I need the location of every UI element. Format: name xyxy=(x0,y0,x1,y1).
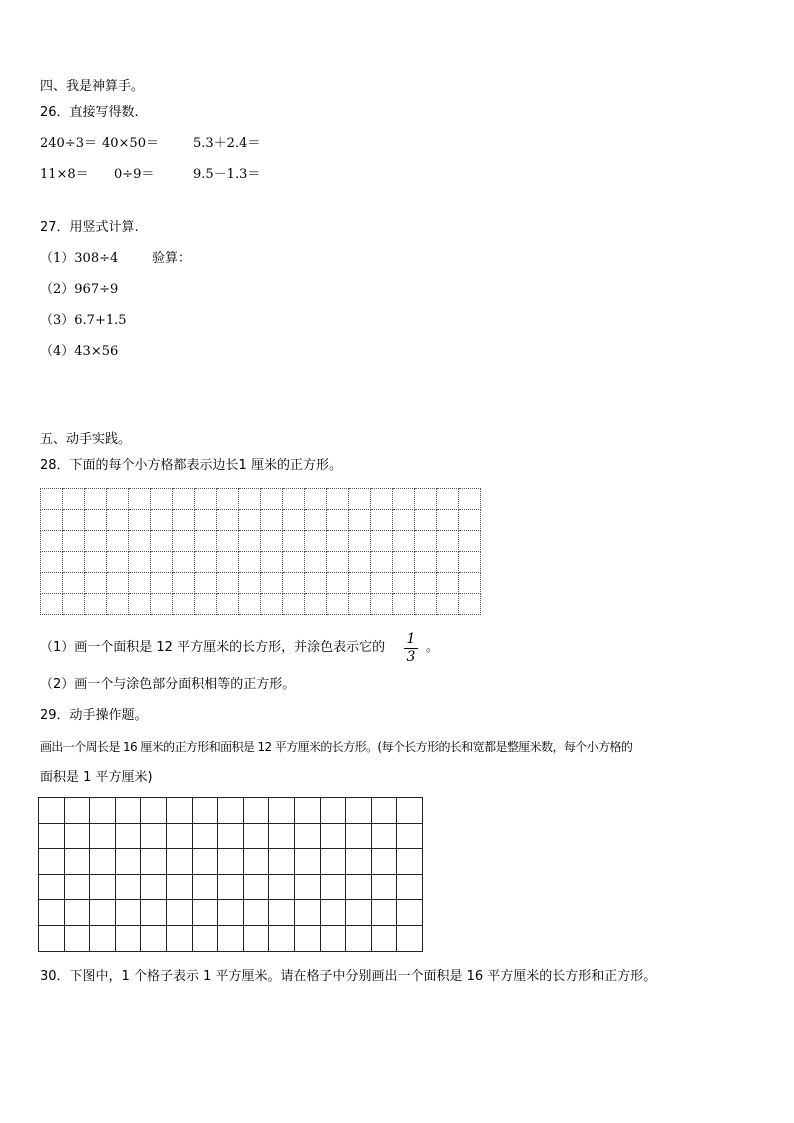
grid-cell xyxy=(327,552,349,573)
grid-row xyxy=(39,823,423,849)
grid-cell xyxy=(107,489,129,510)
grid-cell xyxy=(261,510,283,531)
q27-item-4: （4）43×56 xyxy=(40,344,119,359)
grid-cell xyxy=(459,573,481,594)
grid-cell xyxy=(115,798,141,824)
grid-cell xyxy=(192,900,218,926)
grid-cell xyxy=(269,925,295,951)
grid-row xyxy=(39,925,423,951)
grid-cell xyxy=(39,849,65,875)
q29-title: 29．动手操作题。 xyxy=(40,708,148,723)
grid-cell xyxy=(90,849,116,875)
grid-cell xyxy=(397,874,423,900)
q28-part1-end: 。 xyxy=(426,640,440,655)
grid-cell xyxy=(327,510,349,531)
grid-cell xyxy=(283,531,305,552)
q27-item-1: （1）308÷4 xyxy=(40,251,119,266)
grid-cell xyxy=(269,798,295,824)
q29-text-line2: 面积是 1 平方厘米) xyxy=(40,770,153,785)
grid-cell xyxy=(218,849,244,875)
grid-cell xyxy=(195,594,217,615)
grid-cell xyxy=(107,531,129,552)
grid-cell xyxy=(327,531,349,552)
grid-cell xyxy=(239,594,261,615)
grid-cell xyxy=(327,489,349,510)
grid-cell xyxy=(397,925,423,951)
grid-cell xyxy=(283,573,305,594)
grid-cell xyxy=(261,594,283,615)
grid-cell xyxy=(64,925,90,951)
grid-cell xyxy=(141,849,167,875)
grid-cell xyxy=(39,925,65,951)
grid-cell xyxy=(129,489,151,510)
grid-cell xyxy=(243,925,269,951)
grid-cell xyxy=(141,874,167,900)
grid-cell xyxy=(346,874,372,900)
grid-cell xyxy=(371,900,397,926)
grid-cell xyxy=(283,552,305,573)
grid-cell xyxy=(217,573,239,594)
grid-cell xyxy=(41,552,63,573)
grid-cell xyxy=(393,594,415,615)
grid-cell xyxy=(243,798,269,824)
grid-cell xyxy=(173,510,195,531)
grid-cell xyxy=(305,594,327,615)
grid-cell xyxy=(85,594,107,615)
grid-cell xyxy=(320,925,346,951)
grid-cell xyxy=(141,925,167,951)
q26-item-6: 9.5－1.3＝ xyxy=(193,167,261,182)
grid-cell xyxy=(393,552,415,573)
grid-cell xyxy=(415,531,437,552)
grid-row xyxy=(39,900,423,926)
grid-cell xyxy=(64,849,90,875)
grid-cell xyxy=(166,849,192,875)
grid-cell xyxy=(64,874,90,900)
grid-cell xyxy=(64,823,90,849)
grid-cell xyxy=(115,900,141,926)
grid-cell xyxy=(261,531,283,552)
grid-cell xyxy=(129,594,151,615)
grid-row xyxy=(39,798,423,824)
grid-cell xyxy=(85,552,107,573)
grid-cell xyxy=(269,823,295,849)
grid-cell xyxy=(151,510,173,531)
q27-item-3: （3）6.7+1.5 xyxy=(40,313,127,328)
grid-cell xyxy=(327,594,349,615)
grid-cell xyxy=(294,798,320,824)
grid-cell xyxy=(346,823,372,849)
grid-cell xyxy=(346,849,372,875)
grid-cell xyxy=(397,849,423,875)
grid-cell xyxy=(141,900,167,926)
grid-row xyxy=(41,573,481,594)
grid-cell xyxy=(39,874,65,900)
grid-cell xyxy=(371,925,397,951)
grid-cell xyxy=(63,510,85,531)
grid-cell xyxy=(415,594,437,615)
grid-cell xyxy=(217,531,239,552)
grid-cell xyxy=(349,573,371,594)
grid-cell xyxy=(192,823,218,849)
grid-cell xyxy=(371,531,393,552)
grid-cell xyxy=(90,900,116,926)
grid-cell xyxy=(115,849,141,875)
grid-cell xyxy=(173,573,195,594)
grid-cell xyxy=(349,489,371,510)
grid-cell xyxy=(151,552,173,573)
grid-cell xyxy=(41,573,63,594)
grid-cell xyxy=(63,552,85,573)
q27-title: 27．用竖式计算. xyxy=(40,220,139,235)
grid-cell xyxy=(192,849,218,875)
grid-cell xyxy=(415,510,437,531)
grid-cell xyxy=(90,823,116,849)
grid-cell xyxy=(39,823,65,849)
grid-cell xyxy=(261,552,283,573)
section5-heading: 五、动手实践。 xyxy=(40,432,132,447)
grid-cell xyxy=(166,823,192,849)
grid-cell xyxy=(269,900,295,926)
grid-cell xyxy=(393,573,415,594)
grid-cell xyxy=(129,573,151,594)
q28-fraction xyxy=(404,632,418,665)
grid-cell xyxy=(107,552,129,573)
grid-cell xyxy=(371,510,393,531)
grid-cell xyxy=(305,552,327,573)
grid-cell xyxy=(349,594,371,615)
grid-cell xyxy=(107,594,129,615)
grid-cell xyxy=(294,849,320,875)
grid-cell xyxy=(239,510,261,531)
grid-cell xyxy=(437,531,459,552)
grid-cell xyxy=(305,531,327,552)
grid-cell xyxy=(320,849,346,875)
grid-cell xyxy=(243,849,269,875)
grid-cell xyxy=(141,823,167,849)
grid-cell xyxy=(141,798,167,824)
grid-cell xyxy=(349,531,371,552)
grid-cell xyxy=(459,489,481,510)
q26-item-3: 5.3＋2.4＝ xyxy=(193,136,261,151)
q29-solid-grid xyxy=(38,797,423,952)
grid-cell xyxy=(195,510,217,531)
grid-cell xyxy=(85,489,107,510)
grid-cell xyxy=(63,489,85,510)
q28-dotted-grid xyxy=(40,488,481,615)
grid-cell xyxy=(115,925,141,951)
grid-cell xyxy=(346,925,372,951)
grid-cell xyxy=(437,594,459,615)
grid-cell xyxy=(346,900,372,926)
grid-cell xyxy=(151,573,173,594)
grid-row xyxy=(39,849,423,875)
grid-cell xyxy=(397,798,423,824)
grid-cell xyxy=(243,823,269,849)
grid-cell xyxy=(320,900,346,926)
grid-cell xyxy=(305,510,327,531)
grid-cell xyxy=(305,573,327,594)
grid-cell xyxy=(371,594,393,615)
grid-cell xyxy=(166,900,192,926)
grid-cell xyxy=(393,531,415,552)
grid-cell xyxy=(320,874,346,900)
q28-title: 28．下面的每个小方格都表示边长1 厘米的正方形。 xyxy=(40,458,342,473)
grid-cell xyxy=(195,573,217,594)
grid-cell xyxy=(90,874,116,900)
grid-cell xyxy=(294,925,320,951)
grid-cell xyxy=(371,552,393,573)
grid-cell xyxy=(283,594,305,615)
grid-cell xyxy=(243,900,269,926)
grid-cell xyxy=(218,900,244,926)
grid-row xyxy=(41,552,481,573)
grid-cell xyxy=(192,874,218,900)
grid-cell xyxy=(85,531,107,552)
grid-cell xyxy=(239,573,261,594)
grid-cell xyxy=(415,552,437,573)
grid-cell xyxy=(90,798,116,824)
grid-cell xyxy=(151,594,173,615)
grid-cell xyxy=(85,573,107,594)
grid-cell xyxy=(173,531,195,552)
grid-cell xyxy=(371,874,397,900)
grid-cell xyxy=(393,489,415,510)
grid-row xyxy=(41,489,481,510)
grid-cell xyxy=(166,874,192,900)
grid-cell xyxy=(327,573,349,594)
grid-cell xyxy=(283,510,305,531)
q26-item-4: 11×8＝ xyxy=(40,167,89,182)
grid-cell xyxy=(217,510,239,531)
grid-cell xyxy=(294,874,320,900)
grid-cell xyxy=(393,510,415,531)
grid-cell xyxy=(261,489,283,510)
grid-cell xyxy=(166,798,192,824)
grid-cell xyxy=(415,489,437,510)
section4-heading: 四、我是神算手。 xyxy=(40,79,145,94)
q27-check-label: 验算： xyxy=(152,251,192,266)
grid-cell xyxy=(129,510,151,531)
grid-cell xyxy=(63,594,85,615)
q28-part2: （2）画一个与涂色部分面积相等的正方形。 xyxy=(40,677,296,692)
grid-row xyxy=(39,874,423,900)
grid-cell xyxy=(320,798,346,824)
grid-cell xyxy=(64,900,90,926)
grid-cell xyxy=(129,552,151,573)
grid-cell xyxy=(217,489,239,510)
grid-cell xyxy=(239,531,261,552)
fraction-numerator: 1 xyxy=(406,631,416,647)
grid-cell xyxy=(195,489,217,510)
grid-cell xyxy=(218,874,244,900)
grid-cell xyxy=(459,594,481,615)
q26-item-1: 240÷3＝ xyxy=(40,136,97,151)
grid-cell xyxy=(239,552,261,573)
grid-cell xyxy=(151,489,173,510)
q27-item-2: （2）967÷9 xyxy=(40,282,119,297)
grid-cell xyxy=(269,849,295,875)
grid-cell xyxy=(239,489,261,510)
grid-cell xyxy=(217,552,239,573)
grid-cell xyxy=(415,573,437,594)
grid-cell xyxy=(371,823,397,849)
grid-cell xyxy=(269,874,295,900)
grid-cell xyxy=(437,510,459,531)
grid-cell xyxy=(115,874,141,900)
grid-cell xyxy=(115,823,141,849)
grid-cell xyxy=(90,925,116,951)
grid-cell xyxy=(41,489,63,510)
grid-cell xyxy=(39,798,65,824)
grid-cell xyxy=(218,798,244,824)
grid-cell xyxy=(195,552,217,573)
grid-cell xyxy=(41,531,63,552)
grid-cell xyxy=(63,531,85,552)
grid-row xyxy=(41,594,481,615)
grid-cell xyxy=(218,925,244,951)
grid-cell xyxy=(218,823,244,849)
q26-item-2: 40×50＝ xyxy=(102,136,159,151)
grid-cell xyxy=(41,510,63,531)
grid-cell xyxy=(64,798,90,824)
grid-cell xyxy=(173,489,195,510)
grid-cell xyxy=(129,531,151,552)
grid-cell xyxy=(173,594,195,615)
grid-cell xyxy=(243,874,269,900)
q26-title: 26．直接写得数. xyxy=(40,105,139,120)
grid-cell xyxy=(459,510,481,531)
grid-cell xyxy=(349,552,371,573)
grid-cell xyxy=(85,510,107,531)
grid-cell xyxy=(305,489,327,510)
fraction-denominator: 3 xyxy=(406,649,416,665)
grid-cell xyxy=(294,900,320,926)
grid-cell xyxy=(107,510,129,531)
grid-cell xyxy=(371,489,393,510)
grid-cell xyxy=(63,573,85,594)
grid-cell xyxy=(371,798,397,824)
grid-row xyxy=(41,531,481,552)
q29-text-line1: 画出一个周长是 16 厘米的正方形和面积是 12 平方厘米的长方形。(每个长方形的长和宽都是整厘米数，每个小方格的 xyxy=(40,740,633,754)
grid-row xyxy=(41,510,481,531)
grid-cell xyxy=(437,552,459,573)
grid-cell xyxy=(371,849,397,875)
grid-cell xyxy=(173,552,195,573)
grid-cell xyxy=(459,531,481,552)
grid-cell xyxy=(346,798,372,824)
grid-cell xyxy=(320,823,346,849)
grid-cell xyxy=(192,798,218,824)
grid-cell xyxy=(437,489,459,510)
grid-cell xyxy=(195,531,217,552)
grid-cell xyxy=(349,510,371,531)
grid-cell xyxy=(371,573,393,594)
grid-cell xyxy=(192,925,218,951)
grid-cell xyxy=(397,823,423,849)
grid-cell xyxy=(397,900,423,926)
grid-cell xyxy=(166,925,192,951)
grid-cell xyxy=(151,531,173,552)
grid-cell xyxy=(107,573,129,594)
grid-cell xyxy=(437,573,459,594)
q30-title: 30．下图中，1 个格子表示 1 平方厘米。请在格子中分别画出一个面积是 16 平方厘米的长方形和正方形。 xyxy=(40,969,657,984)
q26-item-5: 0÷9＝ xyxy=(114,167,155,182)
grid-cell xyxy=(217,594,239,615)
q28-part1: （1）画一个面积是 12 平方厘米的长方形，并涂色表示它的 xyxy=(40,640,386,655)
grid-cell xyxy=(39,900,65,926)
grid-cell xyxy=(459,552,481,573)
grid-cell xyxy=(41,594,63,615)
grid-cell xyxy=(283,489,305,510)
grid-cell xyxy=(261,573,283,594)
grid-cell xyxy=(294,823,320,849)
